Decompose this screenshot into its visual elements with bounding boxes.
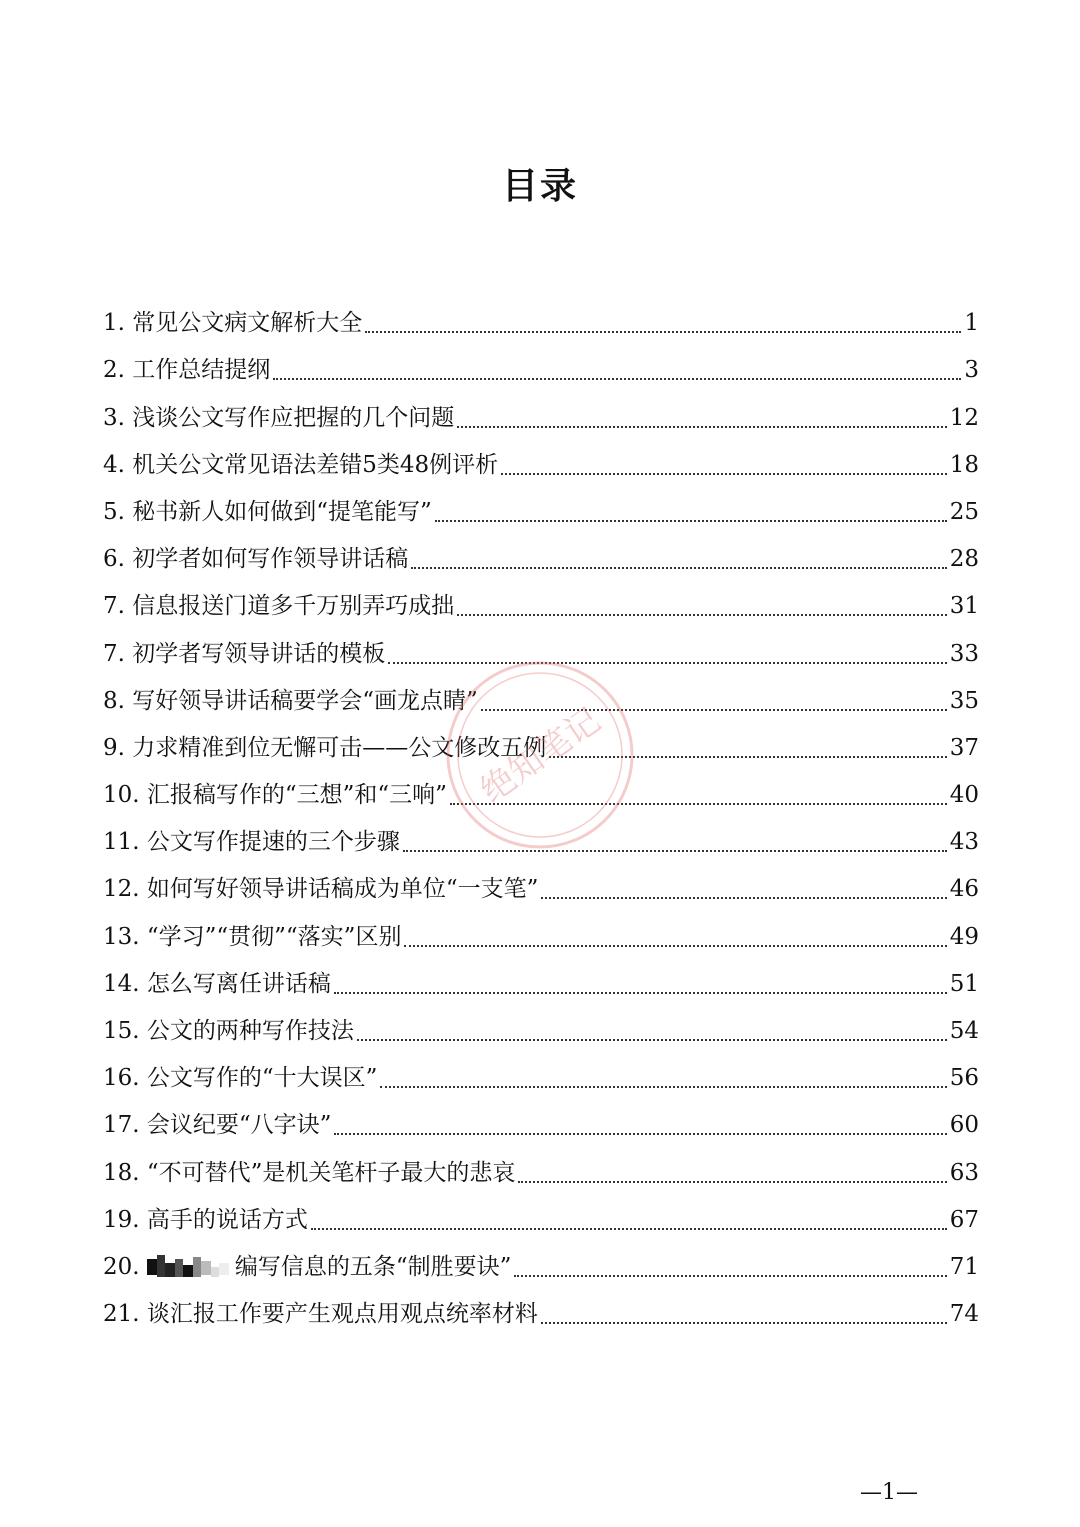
toc-page-number: 51: [949, 970, 979, 997]
toc-page-number: 25: [949, 498, 979, 525]
toc-label: 浅谈公文写作应把握的几个问题: [132, 404, 455, 431]
toc-row: [103, 1149, 979, 1196]
toc-page-number: 28: [949, 546, 979, 573]
toc-page-number: 33: [949, 640, 979, 667]
toc-label: 公文写作的“十大误区”: [146, 1065, 378, 1092]
toc-page-number: 3: [964, 357, 979, 384]
toc-label: 谈汇报工作要产生观点用观点统率材料: [146, 1301, 538, 1328]
toc-label: 初学者如何写作领导讲话稿: [132, 546, 409, 573]
toc-row: [103, 961, 979, 1008]
toc-page-number: 12: [949, 404, 979, 431]
toc-label: 机关公文常见语法差错5类48例评析: [132, 451, 499, 478]
watermark-stamp: [440, 655, 640, 855]
toc-page-number: 46: [949, 876, 979, 903]
toc-label: “学习”“贯彻”“落实”区别: [146, 923, 402, 950]
toc-label: 公文的两种写作技法: [146, 1018, 354, 1044]
toc-page-number: 1: [964, 310, 979, 337]
toc-label: 高手的说话方式: [146, 1206, 308, 1233]
toc-label: [147, 1244, 512, 1291]
stamp-text: 绝知笔记: [473, 700, 608, 812]
toc-number: 8.: [103, 687, 133, 714]
toc-row: [103, 1102, 979, 1149]
toc-page-number: 31: [949, 593, 979, 620]
toc-row: [103, 300, 979, 347]
toc-leader-dots: [411, 567, 946, 569]
toc-row: [103, 394, 979, 441]
toc-leader-dots: [514, 1275, 946, 1277]
toc-page-number: 49: [949, 923, 979, 950]
toc-label: 信息报送门道多千万别弄巧成拙: [132, 593, 455, 620]
toc-number: 5.: [103, 498, 133, 525]
toc-leader-dots: [334, 1133, 946, 1135]
toc-leader-dots: [380, 1086, 946, 1088]
toc-row: [103, 583, 979, 630]
toc-number: 16.: [103, 1065, 147, 1092]
toc-number: 10.: [103, 782, 147, 809]
toc-label: 工作总结提纲: [132, 357, 271, 384]
toc-leader-dots: [457, 426, 946, 428]
toc-number: 20.: [103, 1253, 147, 1280]
toc-leader-dots: [457, 614, 946, 616]
toc-label: 常见公文病文解析大全: [132, 310, 363, 337]
toc-number: 7.: [103, 593, 133, 620]
toc-leader-dots: [518, 1181, 946, 1183]
toc-number: 11.: [103, 829, 147, 856]
toc-row: [103, 347, 979, 394]
toc-leader-dots: [365, 331, 961, 333]
toc-number: 9.: [103, 734, 133, 761]
toc-label: 怎么写离任讲话稿: [146, 970, 331, 997]
toc-label: “不可替代”是机关笔杆子最大的悲哀: [146, 1159, 516, 1186]
toc-number: 21.: [103, 1301, 147, 1328]
toc-leader-dots: [357, 1039, 947, 1041]
toc-leader-dots: [541, 897, 946, 899]
toc-label: 会议纪要“八字诀”: [146, 1112, 332, 1139]
toc-page-number: 37: [949, 734, 979, 761]
toc-page-number: 60: [949, 1112, 979, 1139]
toc-page-number: 74: [949, 1301, 979, 1328]
toc-row: [103, 536, 979, 583]
toc-label: 如何写好领导讲话稿成为单位“一支笔”: [146, 876, 539, 903]
toc-page-number: 71: [949, 1253, 979, 1280]
toc-page-number: 56: [949, 1065, 979, 1092]
toc-number: 15.: [103, 1018, 147, 1044]
toc-page-number: 18: [949, 451, 979, 478]
toc-number: 17.: [103, 1112, 147, 1139]
toc-page-number: 63: [949, 1159, 979, 1186]
toc-number: 2.: [103, 357, 133, 384]
toc-row: [103, 1244, 979, 1291]
toc-number: 3.: [103, 404, 133, 431]
toc-page-number: 67: [949, 1206, 979, 1233]
toc-page-number: 35: [949, 687, 979, 714]
toc-row: [103, 1055, 979, 1102]
page-footer: —1—: [860, 1480, 918, 1505]
redacted-pixel-block: [147, 1255, 233, 1277]
toc-leader-dots: [334, 992, 947, 994]
toc-row: [103, 1008, 979, 1055]
toc-label: 力求精准到位无懈可击——公文修改五例: [132, 734, 547, 761]
toc-label: 汇报稿写作的“三想”和“三响”: [146, 782, 447, 809]
toc-row: [103, 866, 979, 913]
toc-page-number: 40: [949, 782, 979, 809]
toc-leader-dots: [273, 378, 961, 380]
toc-row: [103, 442, 979, 489]
toc-number: 13.: [103, 923, 147, 950]
toc-row: [103, 1291, 979, 1338]
toc-page-number: 54: [949, 1018, 979, 1044]
toc-number: 7.: [103, 640, 133, 667]
toc-number: 14.: [103, 970, 147, 997]
toc-number: 19.: [103, 1206, 147, 1233]
toc-leader-dots: [404, 945, 946, 947]
toc-row: [103, 1197, 979, 1244]
toc-number: 1.: [103, 310, 133, 337]
toc-page-number: 43: [949, 829, 979, 856]
toc-number: 4.: [103, 451, 133, 478]
toc-number: 12.: [103, 876, 147, 903]
toc-number: 18.: [103, 1159, 147, 1186]
toc-number: 6.: [103, 546, 133, 573]
toc-leader-dots: [435, 520, 947, 522]
toc-row: [103, 489, 979, 536]
toc-label: 初学者写领导讲话的模板: [132, 640, 386, 667]
toc-label-text: 编写信息的五条“制胜要诀”: [234, 1253, 512, 1280]
toc-leader-dots: [541, 1322, 947, 1324]
toc-leader-dots: [501, 473, 947, 475]
toc-label: 写好领导讲话稿要学会“画龙点睛”: [132, 687, 478, 714]
toc-row: [103, 913, 979, 960]
page-title: 目录: [501, 165, 578, 207]
toc-label: 秘书新人如何做到“提笔能写”: [132, 498, 432, 525]
toc-label: 公文写作提速的三个步骤: [146, 829, 400, 856]
toc-leader-dots: [311, 1228, 947, 1230]
